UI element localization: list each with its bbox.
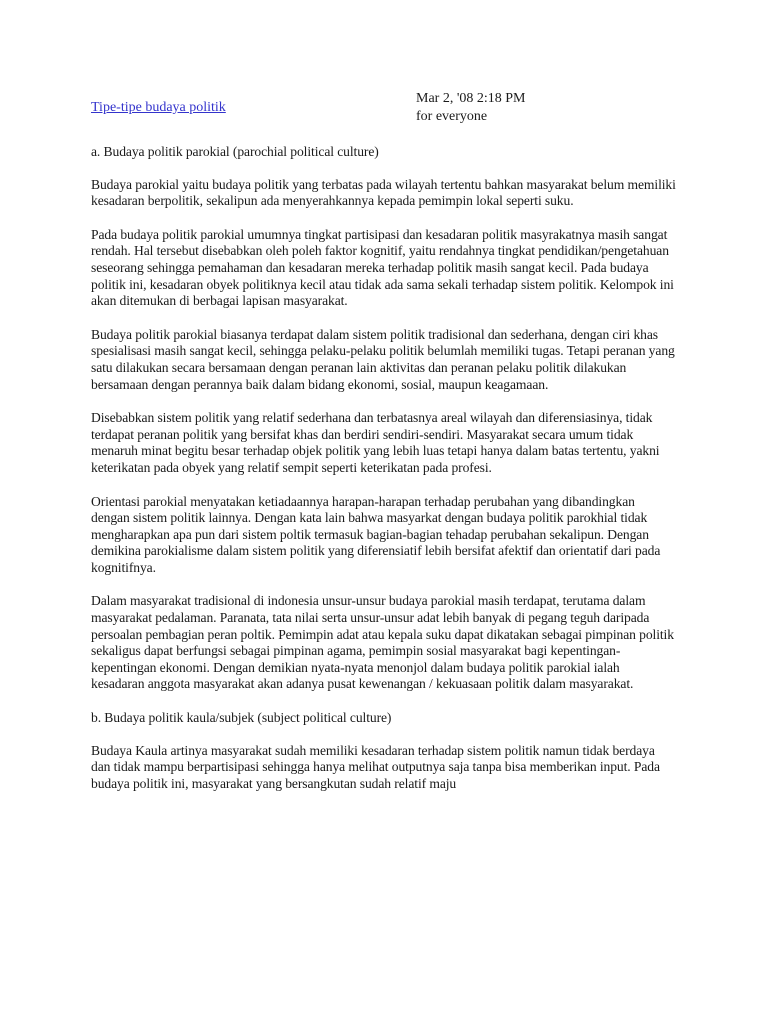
paragraph: Disebabkan sistem politik yang relatif sederhana dan terbatasnya areal wilayah dan diferensiasinya, tidak terdapat peranan politik yang bersifat khas dan berdiri sendiri-sendiri. Masyarakat secara umum tidak menaruh minat begitu besar terhadap objek politik yang lebih luas tetapi hanya dalam batas tertentu, yakni keterikatan pada obyek yang relatif sempit seperti keterikatan pada profesi.: [91, 410, 660, 475]
post-meta: [416, 90, 525, 126]
post-body: [91, 144, 676, 792]
paragraph: Orientasi parokial menyatakan ketiadaannya harapan-harapan terhadap perubahan yang dibandingkan dengan sistem politik lainnya. Dengan kata lain bahwa masyarkat dengan budaya politik parokhial tidak mengharapkan apa pun dari sistem poltik termasuk bagian-bagian tehadap perubahan sekalipun. Dengan demikina parokialisme dalam sistem politik yang diferensiatif lebih bersifat afektif dan orientatif dari pada kognitifnya.: [91, 493, 661, 575]
post-date: Mar 2, '08 2:18 PM: [416, 91, 526, 106]
post-title-link[interactable]: Tipe-tipe budaya politik: [91, 100, 226, 115]
paragraph: Pada budaya politik parokial umumnya tingkat partisipasi dan kesadaran politik masyrakatnya masih sangat rendah. Hal tersebut disebabkan oleh poleh faktor kognitif, yaitu rendahnya tingkat pendidikan/pengetahuan seseorang sehingga pemahaman dan kesadaran mereka terhadap politik masih sangat kecil. Pada budaya politik ini, kesadaran obyek politiknya kecil atau tidak ada sama sekali terhadap sistem politik. Kelompok ini akan ditemukan di berbagai lapisan masyarakat.: [91, 226, 674, 309]
paragraph: Budaya Kaula artinya masyarakat sudah memiliki kesadaran terhadap sistem politik namun tidak berdaya dan tidak mampu berpartisipasi sehingga hanya melihat outputnya saja tanpa bisa memberikan input. Pada budaya politik ini, masyarakat yang bersangkutan sudah relatif maju: [91, 742, 660, 791]
document-page: [91, 90, 676, 792]
post-audience: for everyone: [416, 109, 488, 124]
paragraph: Budaya politik parokial biasanya terdapat dalam sistem politik tradisional dan sederhana, dengan ciri khas spesialisasi masih sangat kecil, sehingga pelaku-pelaku politik belumlah memiliki tugas. Tetapi peranan yang satu dilakukan secara bersamaan dengan peranan lain aktivitas dan peranan pelaku politik dilakukan bersamaan dengan perannya baik dalam bidang ekonomi, sosial, maupun keagamaan.: [91, 326, 675, 392]
paragraph: Dalam masyarakat tradisional di indonesia unsur-unsur budaya parokial masih terdapat, terutama dalam masyarakat pedalaman. Paranata, tata nilai serta unsur-unsur adat lebih banyak di pegang teguh daripada persoalan pembagian peran poltik. Pemimpin adat atau kepala suku dapat dikatakan sebagai pimpinan politik sekaligus dapat berfungsi sebagai pimpinan agama, pemimpin sosial masyarakat bagi kepentingan-kepentingan ekonomi. Dengan demikian nyata-nyata menonjol dalam budaya politik parokial ialah kesadaran anggota masyarakat akan adanya pusat kewenangan / kekuasaan politik dalam masyarakat.: [91, 593, 674, 692]
section-heading-b: b. Budaya politik kaula/subjek (subject political culture): [91, 710, 392, 726]
paragraph: Budaya parokial yaitu budaya politik yang terbatas pada wilayah tertentu bahkan masyarakat belum memiliki kesadaran berpolitik, sekalipun ada menyerahkannya kepada pemimpin lokal seperti suku.: [91, 176, 676, 209]
post-header: [91, 90, 676, 130]
section-heading-a: a. Budaya politik parokial (parochial political culture): [91, 144, 379, 159]
